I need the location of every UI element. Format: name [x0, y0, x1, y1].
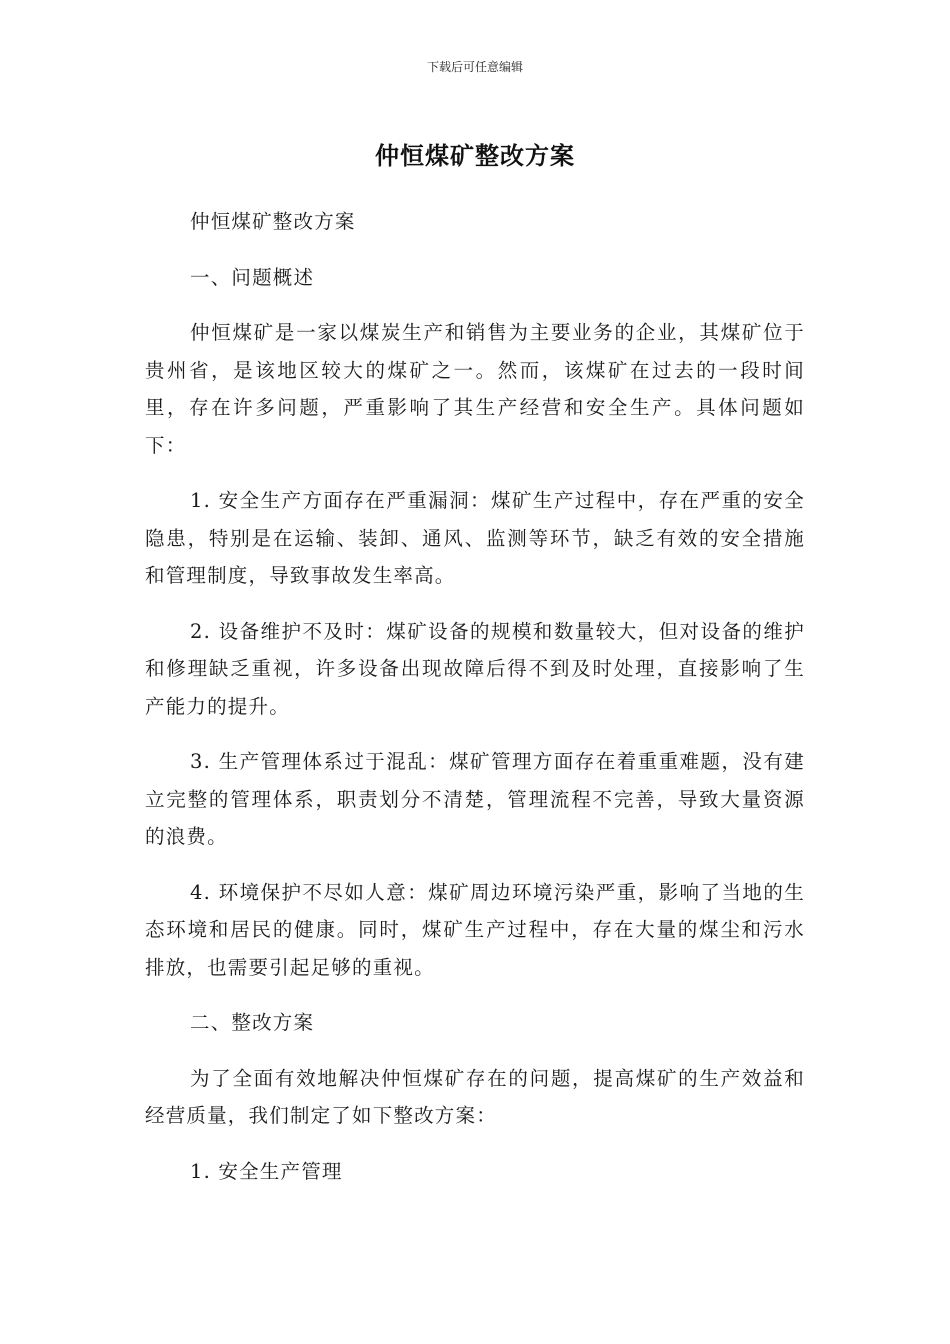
document-body: [145, 203, 805, 1208]
subtitle-paragraph: 仲恒煤矿整改方案: [190, 210, 356, 233]
list-item-4: 4. 环境保护不尽如人意：煤矿周边环境污染严重，影响了当地的生态环境和居民的健康。同时，煤矿生产过程中，存在大量的煤尘和污水排放，也需要引起足够的重视。: [145, 880, 805, 979]
section-heading-2: 二、整改方案: [190, 1011, 315, 1034]
list-item-2: 2. 设备维护不及时：煤矿设备的规模和数量较大，但对设备的维护和修理缺乏重视，许多设备出现故障后得不到及时处理，直接影响了生产能力的提升。: [145, 619, 805, 718]
list-item-1: 1. 安全生产方面存在严重漏洞：煤矿生产过程中，存在严重的安全隐患，特别是在运输、装卸、通风、监测等环节，缺乏有效的安全措施和管理制度，导致事故发生率高。: [145, 489, 805, 587]
body-paragraph: 仲恒煤矿是一家以煤炭生产和销售为主要业务的企业，其煤矿位于贵州省，是该地区较大的煤矿之一。然而，该煤矿在过去的一段时间里，存在许多问题，严重影响了其生产经营和安全生产。具体问题如下：: [145, 321, 805, 457]
section-heading-1: 一、问题概述: [190, 265, 315, 289]
document-title: 仲恒煤矿整改方案: [375, 142, 575, 170]
header-note: 下载后可任意编辑: [426, 60, 523, 74]
list-item-3: 3. 生产管理体系过于混乱：煤矿管理方面存在着重重难题，没有建立完整的管理体系，职责划分不清楚，管理流程不完善，导致大量资源的浪费。: [145, 750, 805, 848]
list-item-5: 1. 安全生产管理: [190, 1159, 343, 1183]
body-paragraph: 为了全面有效地解决仲恒煤矿存在的问题，提高煤矿的生产效益和经营质量，我们制定了如下整改方案：: [145, 1066, 805, 1127]
